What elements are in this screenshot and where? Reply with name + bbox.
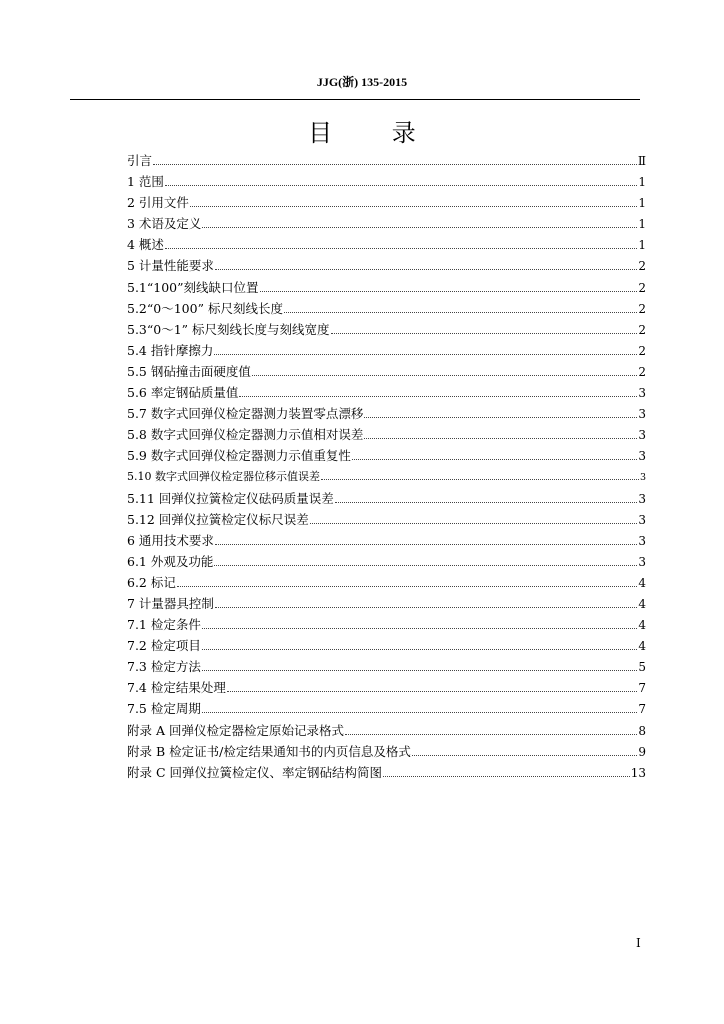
toc-entry[interactable]	[127, 298, 646, 319]
toc-entry[interactable]	[127, 720, 646, 741]
toc-entry-text: 5 计量性能要求	[127, 258, 214, 274]
toc-leader-dots	[215, 544, 637, 545]
toc-entry-text: 6.2 标记	[127, 574, 176, 590]
toc-entry-text: 5.4 指针摩擦力	[127, 342, 214, 358]
toc-leader-dots	[202, 227, 637, 228]
toc-entry-page: 7	[638, 702, 646, 717]
toc-leader-dots	[412, 755, 638, 756]
toc-entry[interactable]	[127, 382, 646, 403]
toc-entry-page: 2	[638, 364, 646, 379]
toc-entry-text: 6.1 外观及功能	[127, 553, 214, 569]
toc-leader-dots	[252, 375, 638, 376]
toc-entry-text: 5.2“0～100” 标尺刻线长度	[127, 300, 283, 316]
toc-entry-page: 2	[638, 259, 646, 274]
toc-leader-dots	[202, 670, 638, 671]
toc-entry-text: 5.12 回弹仪拉簧检定仪标尺误差	[127, 511, 309, 527]
toc-entry-page: 3	[638, 554, 646, 569]
toc-entry-text: 附录 A 回弹仪检定器检定原始记录格式	[127, 722, 344, 738]
toc-entry[interactable]	[127, 234, 646, 255]
toc-entry[interactable]	[127, 361, 646, 382]
toc-entry-text: 5.11 回弹仪拉簧检定仪砝码质量误差	[127, 490, 334, 506]
toc-entry[interactable]	[127, 466, 646, 487]
toc-entry-text: 7.2 检定项目	[127, 638, 201, 654]
toc-entry-text: 1 范围	[127, 174, 164, 190]
toc-entry-text: 附录 B 检定证书/检定结果通知书的内页信息及格式	[127, 743, 411, 759]
page-number: I	[636, 936, 641, 950]
table-of-contents	[127, 150, 646, 783]
toc-entry-page: 9	[638, 744, 646, 759]
toc-entry[interactable]	[127, 192, 646, 213]
toc-leader-dots	[165, 248, 637, 249]
toc-leader-dots	[239, 396, 637, 397]
toc-entry-page: 2	[638, 301, 646, 316]
toc-leader-dots	[214, 565, 637, 566]
toc-entry-text: 2 引用文件	[127, 195, 189, 211]
toc-entry-text: 7.1 检定条件	[127, 617, 201, 633]
toc-entry[interactable]	[127, 656, 646, 677]
toc-entry[interactable]	[127, 150, 646, 171]
toc-entry[interactable]	[127, 213, 646, 234]
toc-entry-page: 3	[638, 428, 646, 443]
toc-entry[interactable]	[127, 445, 646, 466]
toc-entry[interactable]	[127, 255, 646, 276]
toc-entry-text: 7.3 检定方法	[127, 659, 201, 675]
toc-leader-dots	[190, 206, 637, 207]
toc-entry-text: 5.10 数字式回弹仪检定器位移示值误差	[127, 470, 320, 484]
toc-entry-page: 1	[638, 196, 646, 211]
toc-entry[interactable]	[127, 171, 646, 192]
header-divider	[70, 99, 640, 100]
toc-entry-page: 7	[638, 681, 646, 696]
toc-leader-dots	[331, 333, 638, 334]
toc-entry-text: 5.3“0～1” 标尺刻线长度与刻线宽度	[127, 321, 330, 337]
toc-leader-dots	[202, 712, 638, 713]
toc-entry-page: 3	[638, 512, 646, 527]
toc-entry[interactable]	[127, 403, 646, 424]
toc-leader-dots	[364, 438, 637, 439]
toc-entry-text: 3 术语及定义	[127, 216, 202, 232]
toc-leader-dots	[202, 628, 638, 629]
toc-entry[interactable]	[127, 551, 646, 572]
toc-leader-dots	[345, 734, 637, 735]
toc-entry-text: 引言	[127, 153, 153, 168]
toc-entry-page: 2	[638, 322, 646, 337]
toc-entry-text: 7.5 检定周期	[127, 701, 201, 717]
toc-entry-text: 5.1“100”刻线缺口位置	[127, 279, 259, 295]
toc-entry-page: 2	[638, 343, 646, 358]
toc-leader-dots	[165, 185, 637, 186]
toc-entry[interactable]	[127, 340, 646, 361]
toc-entry-page: 1	[638, 217, 646, 232]
toc-leader-dots	[202, 649, 638, 650]
toc-entry-page: 3	[639, 472, 646, 484]
toc-entry-text: 附录 C 回弹仪拉簧检定仪、率定钢砧结构简图	[127, 764, 383, 780]
toc-entry[interactable]	[127, 319, 646, 340]
toc-entry[interactable]	[127, 593, 646, 614]
toc-entry-page: 1	[638, 175, 646, 190]
toc-entry-text: 5.8 数字式回弹仪检定器测力示值相对误差	[127, 427, 364, 443]
toc-entry[interactable]	[127, 277, 646, 298]
toc-leader-dots	[352, 459, 638, 460]
toc-entry[interactable]	[127, 509, 646, 530]
toc-entry[interactable]	[127, 741, 646, 762]
toc-leader-dots	[227, 691, 638, 692]
toc-entry-page: 3	[638, 386, 646, 401]
toc-leader-dots	[364, 417, 637, 418]
toc-entry-page: 4	[638, 575, 646, 590]
toc-entry[interactable]	[127, 530, 646, 551]
toc-leader-dots	[310, 523, 638, 524]
toc-leader-dots	[321, 479, 639, 480]
toc-entry-text: 5.9 数字式回弹仪检定器测力示值重复性	[127, 448, 351, 464]
toc-entry-page: 3	[638, 491, 646, 506]
toc-entry-text: 5.7 数字式回弹仪检定器测力装置零点漂移	[127, 406, 364, 422]
toc-entry[interactable]	[127, 635, 646, 656]
toc-entry-text: 4 概述	[127, 237, 164, 253]
toc-entry-page: 4	[638, 639, 646, 654]
toc-leader-dots	[383, 776, 630, 777]
toc-entry-page: 4	[638, 618, 646, 633]
toc-entry-text: 5.6 率定钢砧质量值	[127, 385, 239, 401]
toc-entry[interactable]	[127, 572, 646, 593]
toc-entry-page: 1	[638, 238, 646, 253]
toc-entry-text: 7.4 检定结果处理	[127, 680, 226, 696]
toc-entry-text: 5.5 钢砧撞击面硬度值	[127, 363, 251, 379]
toc-entry-page: 8	[638, 723, 646, 738]
toc-leader-dots	[335, 502, 638, 503]
toc-leader-dots	[153, 164, 637, 165]
toc-entry-text: 6 通用技术要求	[127, 532, 214, 548]
toc-entry[interactable]	[127, 698, 646, 719]
toc-leader-dots	[215, 269, 637, 270]
toc-entry-page: 5	[638, 660, 646, 675]
toc-entry-page: 4	[638, 596, 646, 611]
toc-entry-page: 13	[630, 765, 646, 780]
toc-entry[interactable]	[127, 488, 646, 509]
toc-entry-page: 3	[638, 533, 646, 548]
toc-leader-dots	[214, 354, 637, 355]
page-title: 目 录	[308, 119, 442, 147]
toc-entry[interactable]	[127, 762, 646, 783]
document-code: JJG(浙) 135-2015	[316, 75, 408, 89]
toc-leader-dots	[177, 586, 638, 587]
toc-entry[interactable]	[127, 614, 646, 635]
toc-entry[interactable]	[127, 677, 646, 698]
toc-leader-dots	[215, 607, 637, 608]
toc-entry-text: 7 计量器具控制	[127, 595, 214, 611]
toc-entry-page: Ⅱ	[637, 154, 646, 168]
toc-entry[interactable]	[127, 424, 646, 445]
toc-entry-page: 3	[638, 449, 646, 464]
toc-leader-dots	[284, 312, 637, 313]
toc-entry-page: 2	[638, 280, 646, 295]
toc-entry-page: 3	[638, 407, 646, 422]
toc-leader-dots	[260, 291, 638, 292]
